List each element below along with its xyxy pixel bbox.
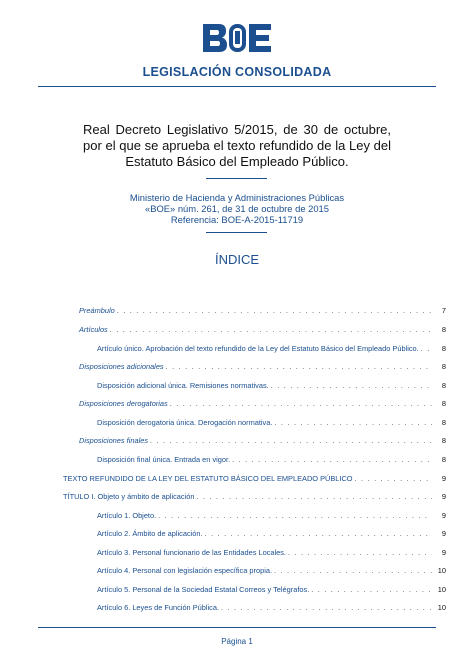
collection-title: LEGISLACIÓN CONSOLIDADA: [142, 65, 332, 79]
dot-leader: [156, 511, 432, 520]
short-divider: [206, 232, 267, 233]
toc-entry-page: 8: [441, 381, 446, 390]
toc-entry-label: Artículo 5. Personal de la Sociedad Estatal Correos y Telégrafos.: [97, 585, 310, 594]
toc-entry-label: Disposición adicional única. Remisiones normativas.: [97, 381, 269, 390]
toc-entry-page: 8: [441, 362, 446, 371]
dot-leader: [353, 474, 432, 483]
dot-leader: [309, 585, 432, 594]
toc-entry-label: Artículos: [79, 325, 108, 334]
toc-entry[interactable]: [79, 325, 446, 336]
toc-entry[interactable]: [63, 492, 446, 503]
dot-leader: [230, 455, 432, 464]
toc-entry-page: 8: [441, 436, 446, 445]
toc-entry-label: Artículo único. Aprobación del texto refundido de la Ley del Estatuto Básico del Empleado Público.: [97, 344, 419, 353]
toc-entry[interactable]: [79, 306, 446, 317]
toc-entry-page: 9: [441, 492, 446, 501]
toc-entry-label: Disposición final única. Entrada en vigor.: [97, 455, 231, 464]
toc-entry[interactable]: [97, 585, 446, 596]
toc-entry[interactable]: [97, 566, 446, 577]
toc-entry[interactable]: [97, 344, 446, 355]
dot-leader: [419, 344, 432, 353]
toc-entry-label: Artículo 6. Leyes de Función Pública.: [97, 603, 220, 612]
toc-entry-page: 8: [441, 455, 446, 464]
ministry-line: Ministerio de Hacienda y Administraciones Públicas: [129, 192, 345, 203]
toc-entry-page: 8: [441, 325, 446, 334]
short-divider: [206, 178, 267, 179]
toc-entry-label: Artículo 4. Personal con legislación específica propia.: [97, 566, 273, 575]
toc-entry-label: TÍTULO I. Objeto y ámbito de aplicación: [63, 492, 195, 501]
toc-entry[interactable]: [97, 381, 446, 392]
dot-leader: [108, 325, 432, 334]
toc-entry-label: Artículo 3. Personal funcionario de las Entidades Locales.: [97, 548, 286, 557]
toc-entry[interactable]: [97, 418, 446, 429]
dot-leader: [194, 492, 432, 501]
dot-leader: [269, 381, 432, 390]
bottom-divider: [38, 627, 436, 628]
toc-entry-page: 9: [441, 529, 446, 538]
dot-leader: [164, 362, 432, 371]
toc-entry-page: 9: [441, 474, 446, 483]
toc-entry[interactable]: [97, 548, 446, 559]
page-number: Página 1: [221, 637, 253, 646]
toc-entry[interactable]: [79, 436, 446, 447]
toc-entry[interactable]: [97, 529, 446, 540]
toc-entry-page: 8: [441, 399, 446, 408]
toc-entry-page: 10: [437, 585, 446, 594]
index-title: ÍNDICE: [214, 252, 260, 267]
toc-entry-page: 10: [437, 566, 446, 575]
top-divider: [38, 86, 436, 87]
toc-entry[interactable]: [63, 474, 446, 485]
dot-leader: [272, 418, 432, 427]
dot-leader: [286, 548, 432, 557]
toc-entry-page: 9: [441, 511, 446, 520]
toc-entry-label: Disposiciones finales: [79, 436, 149, 445]
toc-entry[interactable]: [79, 362, 446, 373]
toc-entry-label: Preámbulo: [79, 306, 115, 315]
toc-entry[interactable]: [97, 455, 446, 466]
toc-entry[interactable]: [97, 603, 446, 614]
toc-entry-label: Disposiciones adicionales: [79, 362, 164, 371]
toc-entry[interactable]: [97, 511, 446, 522]
toc-entry-page: 7: [441, 306, 446, 315]
toc-entry-page: 8: [441, 344, 446, 353]
toc-entry-label: Artículo 2. Ámbito de aplicación.: [97, 529, 203, 538]
dot-leader: [115, 306, 432, 315]
toc-entry[interactable]: [79, 399, 446, 410]
toc-entry-page: 8: [441, 418, 446, 427]
dot-leader: [168, 399, 432, 408]
boe-logo: [201, 22, 273, 54]
toc-entry-label: Artículo 1. Objeto.: [97, 511, 157, 520]
reference-line: Referencia: BOE-A-2015-11719: [170, 214, 304, 225]
toc-entry-page: 9: [441, 548, 446, 557]
toc-entry-page: 10: [437, 603, 446, 612]
toc-entry-label: Disposición derogatoria única. Derogación normativa.: [97, 418, 273, 427]
dot-leader: [203, 529, 432, 538]
bulletin-line: «BOE» núm. 261, de 31 de octubre de 2015: [145, 203, 329, 214]
toc-entry-label: TEXTO REFUNDIDO DE LA LEY DEL ESTATUTO BÁSICO DEL EMPLEADO PÚBLICO: [63, 474, 353, 483]
dot-leader: [272, 566, 432, 575]
dot-leader: [219, 603, 432, 612]
dot-leader: [148, 436, 432, 445]
toc-entry-label: Disposiciones derogatorias: [79, 399, 168, 408]
document-title: Real Decreto Legislativo 5/2015, de 30 de octubre, por el que se aprueba el texto refundido de la Ley del Estatuto Básico del Empleado Público.: [83, 122, 391, 169]
